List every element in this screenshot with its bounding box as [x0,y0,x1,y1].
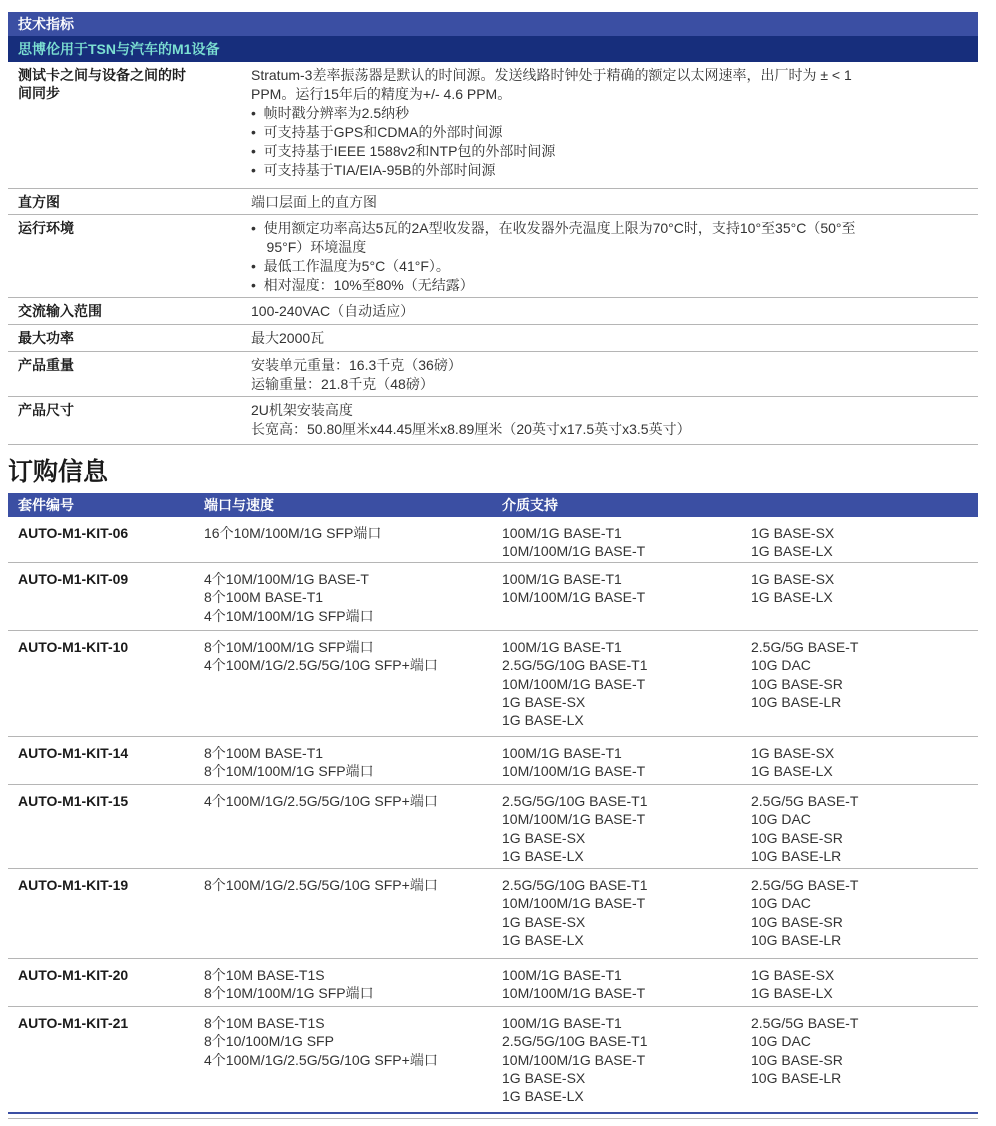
cell-line: 100M/1G BASE-T1 [502,571,622,587]
cell-line: 1G BASE-SX [502,693,586,710]
cell-line: 10G BASE-LR [751,931,842,948]
spec-value-line: • 可支持基于IEEE 1588v2和NTP包的外部时间源 [251,143,556,159]
table-row [8,517,978,563]
spec-value-line: 2U机架安装高度 [251,402,353,418]
ports-cell [204,1014,438,1069]
ordering-title: 订购信息 [8,458,109,486]
ports-cell [204,792,438,810]
spec-label: 交流输入范围 [18,303,102,319]
cell-line: 2.5G/5G/10G BASE-T1 [502,877,648,893]
spec-row [8,189,978,215]
spec-value-line: Stratum-3差率振荡器是默认的时间源。发送线路时钟处于精确的额定以太网速率，出厂时为 ± < 1 [251,67,852,83]
cell-line: 1G BASE-LX [751,589,833,606]
ports-cell [204,744,374,781]
spec-value-line: 安装单元重量：16.3千克（36磅） [251,357,462,373]
spec-row [8,352,978,397]
table-row [8,785,978,869]
cell-line: 1G BASE-LX [502,931,584,948]
spec-label: 产品尺寸 [18,402,74,418]
cell-line: 4个10M/100M/1G SFP端口 [204,607,374,624]
cell-line: 100M/1G BASE-T1 [502,967,622,983]
cell-line: 10G BASE-LR [751,1069,842,1086]
cell-line: 10M/100M/1G BASE-T [502,763,646,780]
cell-line: 4个100M/1G/2.5G/5G/10G SFP+端口 [204,793,438,809]
cell-line: 10G DAC [751,1033,811,1050]
cell-line: 2.5G/5G BASE-T [751,877,859,893]
ports-cell [204,570,374,625]
spec-value [251,401,971,439]
kit-number: AUTO-M1-KIT-20 [18,967,129,983]
spec-value-line: PPM。运行15年后的精度为+/- 4.6 PPM。 [251,86,512,102]
cell-line: 8个100M/1G/2.5G/5G/10G SFP+端口 [204,877,438,893]
kit-number: AUTO-M1-KIT-14 [18,745,129,761]
table-row [8,869,978,959]
media-cell-1 [502,638,648,729]
header-kit: 套件编号 [18,497,74,513]
spec-value-line: • 可支持基于TIA/EIA-95B的外部时间源 [251,162,496,178]
cell-line: 10M/100M/1G BASE-T [502,1051,646,1068]
spec-value-line: 最大2000瓦 [251,330,325,346]
media-cell-1 [502,792,648,865]
spec-value [251,329,971,348]
cell-line: 8个10M BASE-T1S [204,1015,325,1031]
spec-value [251,66,971,180]
cell-line: 10M/100M/1G BASE-T [502,985,646,1002]
spec-value-line: • 使用额定功率高达5瓦的2A型收发器，在收发器外壳温度上限为70°C时，支持10°至35°C（50°至 [251,220,856,236]
media-cell-2 [751,876,858,949]
kit-number: AUTO-M1-KIT-19 [18,877,129,893]
cell-line: 100M/1G BASE-T1 [502,639,622,655]
cell-line: 1G BASE-LX [502,1088,584,1105]
cell-line: 10G BASE-SR [751,1051,843,1068]
ordering-table-header [8,493,978,517]
media-cell-2 [751,1014,858,1087]
cell-line: 8个10M/100M/1G SFP端口 [204,985,374,1002]
spec-section-header: 技术指标 [8,12,978,36]
spec-label: 运行环境 [18,220,74,236]
kit-number: AUTO-M1-KIT-06 [18,525,129,541]
media-cell-2 [751,966,834,1003]
spec-value [251,193,971,212]
media-cell-1 [502,876,648,949]
spec-label: 直方图 [18,194,60,210]
cell-line: 10G BASE-SR [751,829,843,846]
product-subheader: 思博伦用于TSN与汽车的M1设备 [8,36,978,62]
table-row [8,1007,978,1119]
spec-value-line: • 帧时戳分辨率为2.5纳秒 [251,105,410,121]
table-row [8,563,978,631]
cell-line: 1G BASE-SX [502,913,586,930]
cell-line: 1G BASE-SX [751,745,835,761]
cell-line: 10M/100M/1G BASE-T [502,811,646,828]
spec-row [8,298,978,325]
spec-value-line: 100-240VAC（自动适应） [251,303,415,319]
ports-cell [204,876,438,894]
cell-line: 10M/100M/1G BASE-T [502,675,646,692]
cell-line: 2.5G/5G BASE-T [751,1015,859,1031]
ports-cell [204,966,374,1003]
spec-label: 产品重量 [18,357,74,373]
media-cell-1 [502,1014,648,1105]
media-cell-2 [751,524,834,561]
cell-line: 10M/100M/1G BASE-T [502,543,646,560]
spec-value [251,356,971,394]
cell-line: 10G DAC [751,811,811,828]
cell-line: 8个10M BASE-T1S [204,967,325,983]
spec-value [251,219,971,295]
kit-number: AUTO-M1-KIT-09 [18,571,129,587]
cell-line: 100M/1G BASE-T1 [502,745,622,761]
cell-line: 4个100M/1G/2.5G/5G/10G SFP+端口 [204,1051,438,1068]
cell-line: 1G BASE-LX [751,763,833,780]
cell-line: 2.5G/5G/10G BASE-T1 [502,1033,648,1050]
media-cell-2 [751,638,858,711]
spec-row [8,62,978,189]
cell-line: 2.5G/5G/10G BASE-T1 [502,793,648,809]
spec-row [8,325,978,352]
cell-line: 10G DAC [751,895,811,912]
cell-line: 2.5G/5G BASE-T [751,639,859,655]
cell-line: 1G BASE-SX [751,525,835,541]
table-row [8,959,978,1007]
cell-line: 1G BASE-LX [502,847,584,864]
kit-number: AUTO-M1-KIT-21 [18,1015,129,1031]
cell-line: 1G BASE-SX [751,571,835,587]
cell-line: 1G BASE-LX [751,985,833,1002]
cell-line: 10M/100M/1G BASE-T [502,589,646,606]
spec-label: 最大功率 [18,330,74,346]
spec-label: 测试卡之间与设备之间的时间同步 [18,67,186,101]
spec-value-line: • 相对湿度：10%至80%（无结露） [251,277,474,293]
spec-row [8,397,978,445]
media-cell-2 [751,792,858,865]
spec-row [8,215,978,298]
table-row [8,737,978,785]
cell-line: 1G BASE-SX [751,967,835,983]
spec-value-line: 运输重量：21.8千克（48磅） [251,376,434,392]
media-cell-1 [502,966,645,1003]
cell-line: 8个10/100M/1G SFP [204,1033,334,1050]
cell-line: 1G BASE-SX [502,1069,586,1086]
kit-number: AUTO-M1-KIT-15 [18,793,129,809]
bottom-divider [8,1112,978,1114]
cell-line: 10G BASE-SR [751,913,843,930]
media-cell-1 [502,570,645,607]
cell-line: 10G BASE-LR [751,693,842,710]
ports-cell [204,638,438,675]
spec-value-line: 端口层面上的直方图 [251,194,377,210]
cell-line: 2.5G/5G/10G BASE-T1 [502,657,648,674]
cell-line: 1G BASE-LX [751,543,833,560]
cell-line: 16个10M/100M/1G SFP端口 [204,525,382,541]
ports-cell [204,524,381,542]
header-media: 介质支持 [502,497,558,513]
header-ports: 端口与速度 [204,497,274,513]
cell-line: 2.5G/5G BASE-T [751,793,859,809]
media-cell-1 [502,744,645,781]
table-row [8,631,978,737]
cell-line: 8个10M/100M/1G SFP端口 [204,763,374,780]
cell-line: 4个100M/1G/2.5G/5G/10G SFP+端口 [204,657,438,674]
media-cell-2 [751,570,834,607]
spec-value-line: 长宽高：50.80厘米x44.45厘米x8.89厘米（20英寸x17.5英寸x3.5英寸） [251,421,691,437]
spec-value [251,302,971,321]
media-cell-2 [751,744,834,781]
spec-table [8,62,978,445]
cell-line: 4个10M/100M/1G BASE-T [204,571,369,587]
spec-value-line: • 最低工作温度为5°C（41°F）。 [251,258,450,274]
cell-line: 100M/1G BASE-T1 [502,525,622,541]
cell-line: 8个100M BASE-T1 [204,589,324,606]
media-cell-1 [502,524,645,561]
spec-value-line: 95°F）环境温度 [251,239,367,255]
cell-line: 1G BASE-LX [502,712,584,729]
cell-line: 10G BASE-SR [751,675,843,692]
cell-line: 8个100M BASE-T1 [204,745,324,761]
cell-line: 10M/100M/1G BASE-T [502,895,646,912]
cell-line: 8个10M/100M/1G SFP端口 [204,639,374,655]
cell-line: 10G DAC [751,657,811,674]
ordering-table [8,517,978,1119]
kit-number: AUTO-M1-KIT-10 [18,639,129,655]
cell-line: 10G BASE-LR [751,847,842,864]
cell-line: 1G BASE-SX [502,829,586,846]
cell-line: 100M/1G BASE-T1 [502,1015,622,1031]
spec-value-line: • 可支持基于GPS和CDMA的外部时间源 [251,124,503,140]
